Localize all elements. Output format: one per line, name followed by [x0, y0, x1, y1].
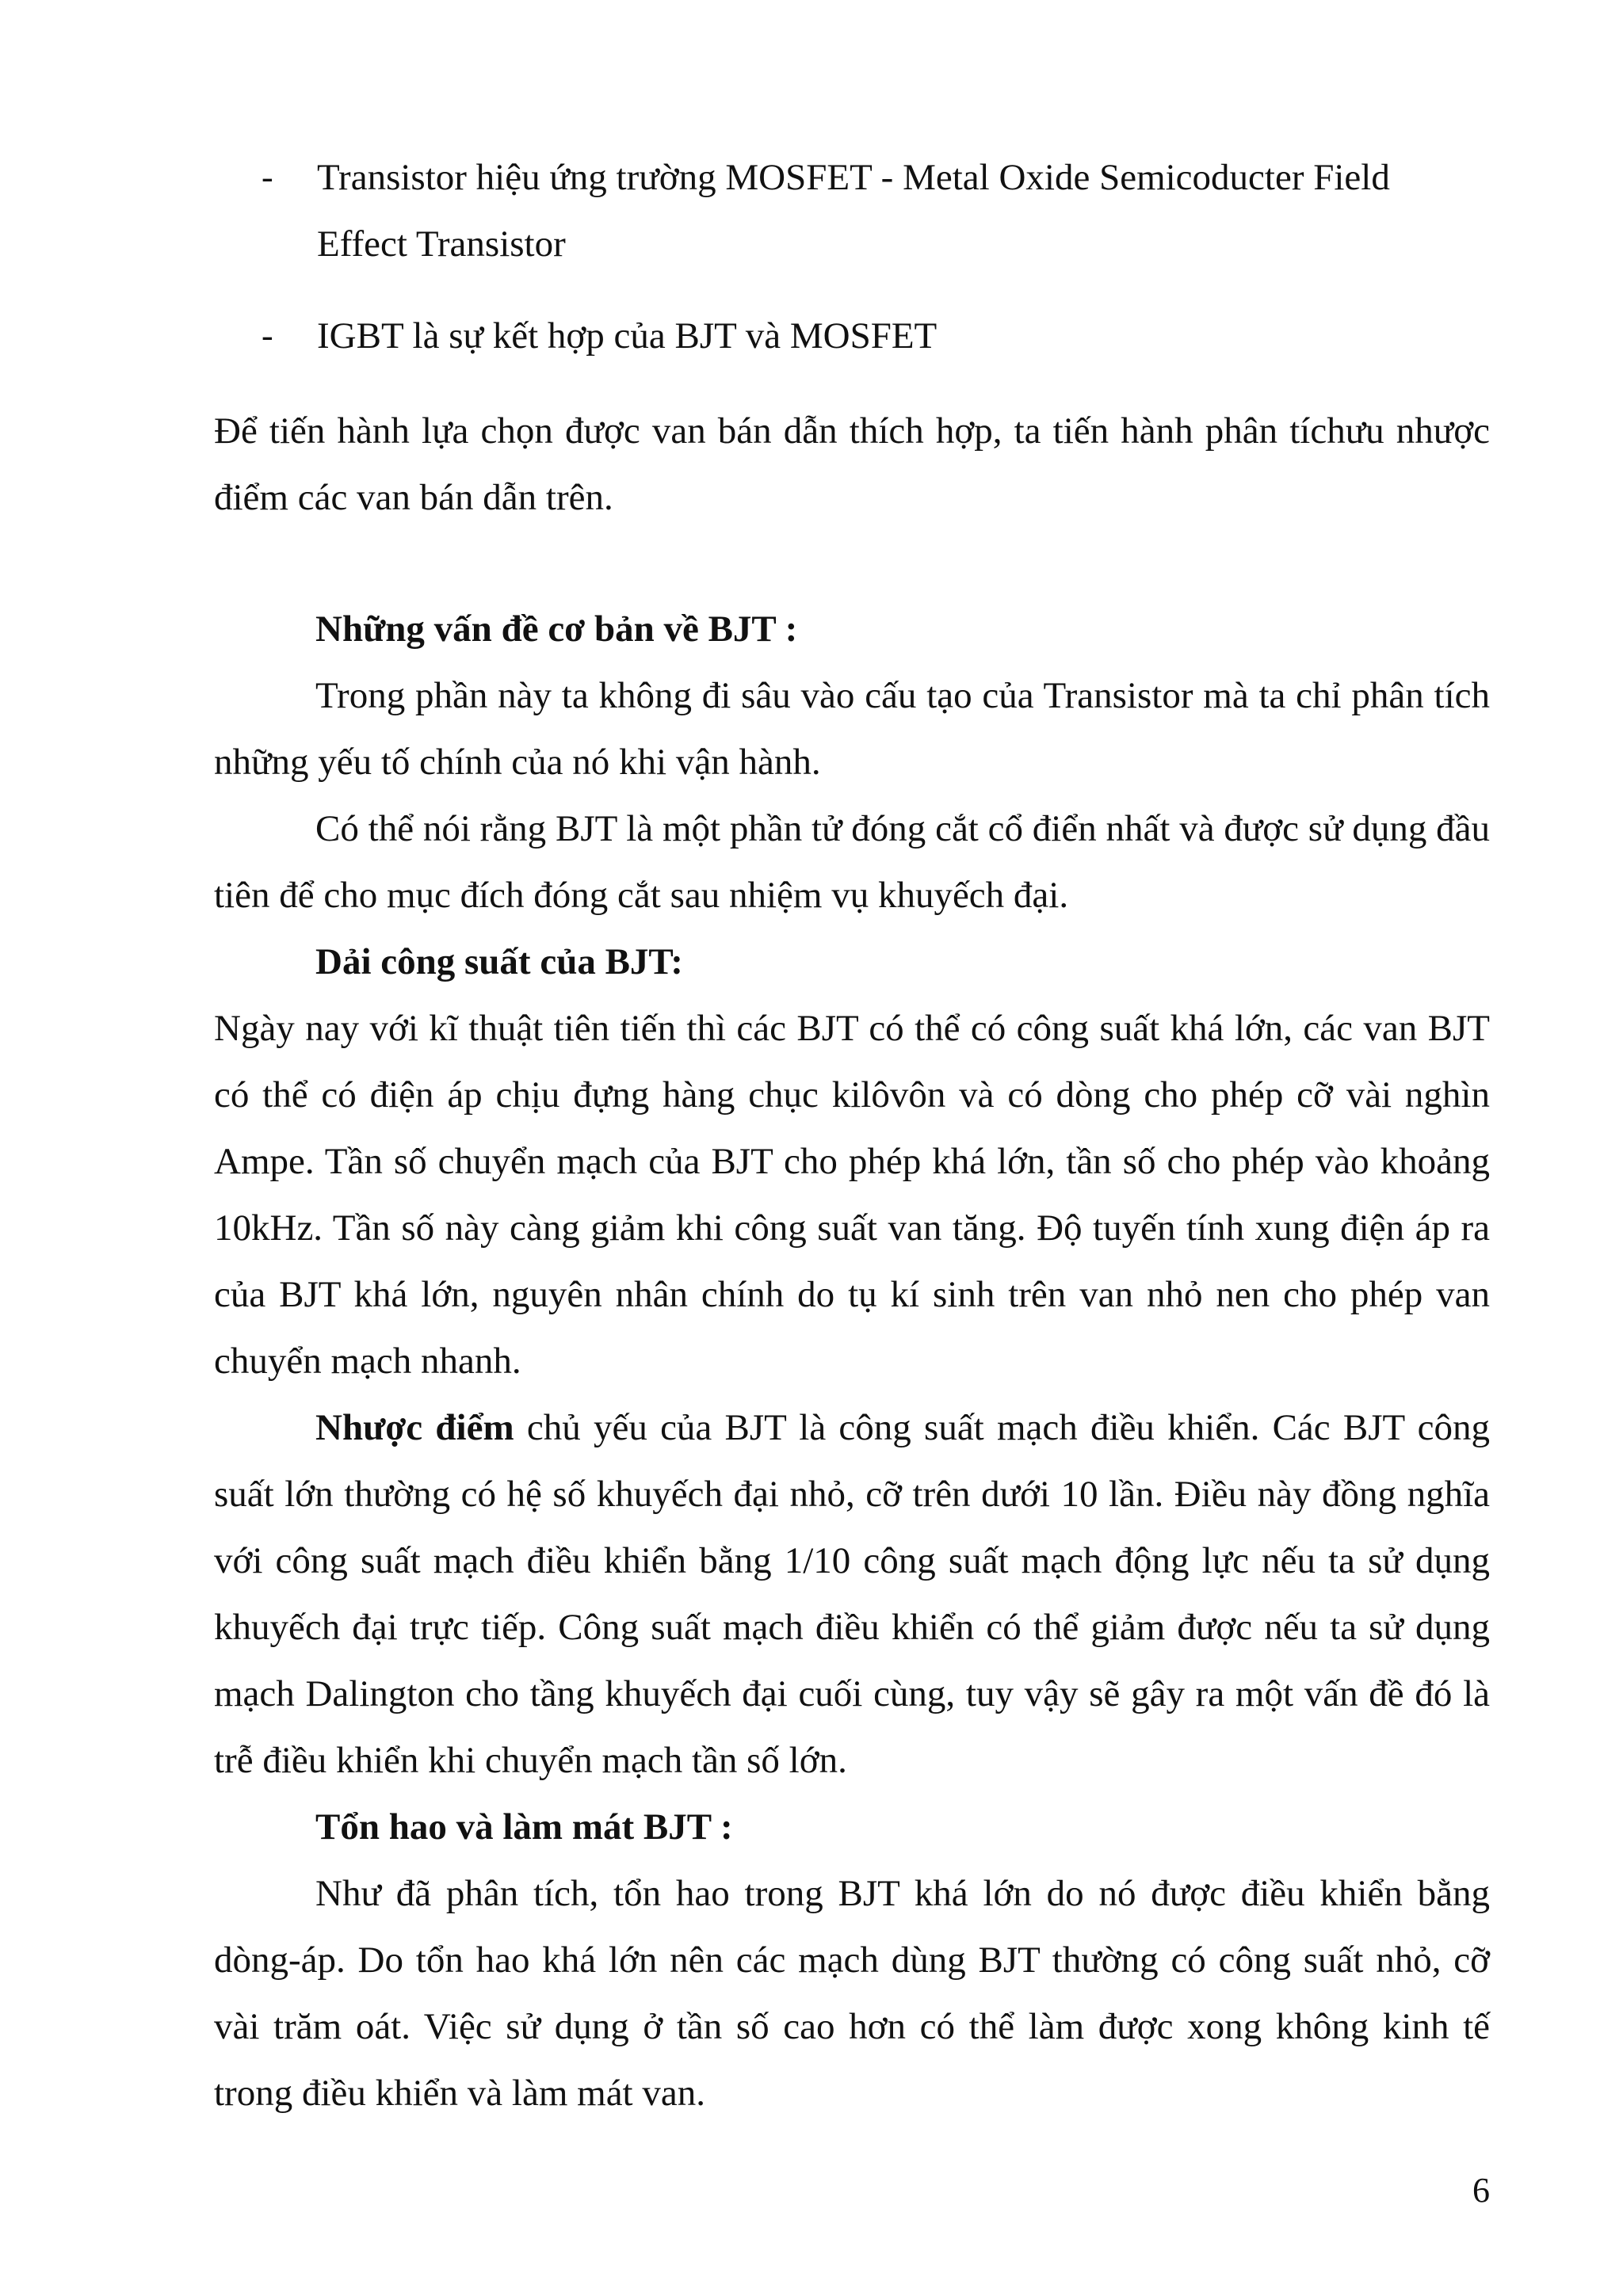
- bullet-item-igbt: IGBT là sự kết hợp của BJT và MOSFET: [317, 315, 938, 357]
- section1-paragraph-1: [214, 662, 1490, 795]
- page-number: 6: [1472, 2171, 1490, 2210]
- intro-paragraph: Để tiến hành lựa chọn được van bán dẫn thích hợp, ta tiến hành phân tíchưu nhược điểm các van bán dẫn trên.: [214, 410, 1490, 518]
- section1-paragraph-2-text: Có thể nói rằng BJT là một phần tử đóng cắt cổ điển nhất và được sử dụng đầu tiên để cho mục đích đóng cắt sau nhiệm vụ khuyếch đại.: [214, 808, 1490, 916]
- section1-paragraph-1-text: Trong phần này ta không đi sâu vào cấu tạo của Transistor mà ta chỉ phân tích những yếu tố chính của nó khi vận hành.: [214, 675, 1490, 783]
- bullet-item-mosfet-line2: Effect Transistor: [317, 223, 566, 265]
- disadvantage-label: Nhược điểm: [315, 1407, 514, 1448]
- bullet-marker: -: [262, 158, 273, 196]
- bullet-marker: -: [262, 316, 273, 355]
- section-heading-bjt-basics: Những vấn đề cơ bản về BJT :: [315, 608, 798, 650]
- section2-paragraph-2-text: chủ yếu của BJT là công suất mạch điều khiển. Các BJT công suất lớn thường có hệ số khuyếch đại nhỏ, cỡ trên dưới 10 lần. Điều này đồng nghĩa với công suất mạch điều khiển bằng 1/10 công suất mạch động lực nếu ta sử dụng khuyếch đại trực tiếp. Công suất mạch điều khiển có thể giảm được nếu ta sử dụng mạch Dalington cho tầng khuyếch đại cuối cùng, tuy vậy sẽ gây ra một vấn đề đó là trễ điều khiển khi chuyển mạch tần số lớn.: [214, 1407, 1490, 1781]
- section-heading-power-range: Dải công suất của BJT:: [315, 941, 683, 982]
- section2-paragraph-1: Ngày nay với kĩ thuật tiên tiến thì các BJT có thể có công suất khá lớn, các van BJT có thể có điện áp chịu đựng hàng chục kilôvôn và có dòng cho phép cỡ vài nghìn Ampe. Tần số chuyển mạch của BJT cho phép khá lớn, tần số cho phép vào khoảng 10kHz. Tần số này càng giảm khi công suất van tăng. Độ tuyến tính xung điện áp ra của BJT khá lớn, nguyên nhân chính do tụ kí sinh trên van nhỏ nen cho phép van chuyển mạch nhanh.: [214, 1008, 1490, 1382]
- section-heading-losses-cooling: Tổn hao và làm mát BJT :: [315, 1806, 733, 1848]
- section1-paragraph-2: [214, 795, 1490, 929]
- section3-paragraph-1: [214, 1860, 1490, 2126]
- section3-paragraph-1-text: Như đã phân tích, tổn hao trong BJT khá lớn do nó được điều khiển bằng dòng-áp. Do tổn hao khá lớn nên các mạch dùng BJT thường có công suất nhỏ, cỡ vài trăm oát. Việc sử dụng ở tần số cao hơn có thể làm được xong không kinh tế trong điều khiển và làm mát van.: [214, 1873, 1490, 2114]
- bullet-item-mosfet-line1: Transistor hiệu ứng trường MOSFET - Metal Oxide Semicoducter Field: [317, 157, 1390, 198]
- section2-paragraph-2: [214, 1394, 1490, 1794]
